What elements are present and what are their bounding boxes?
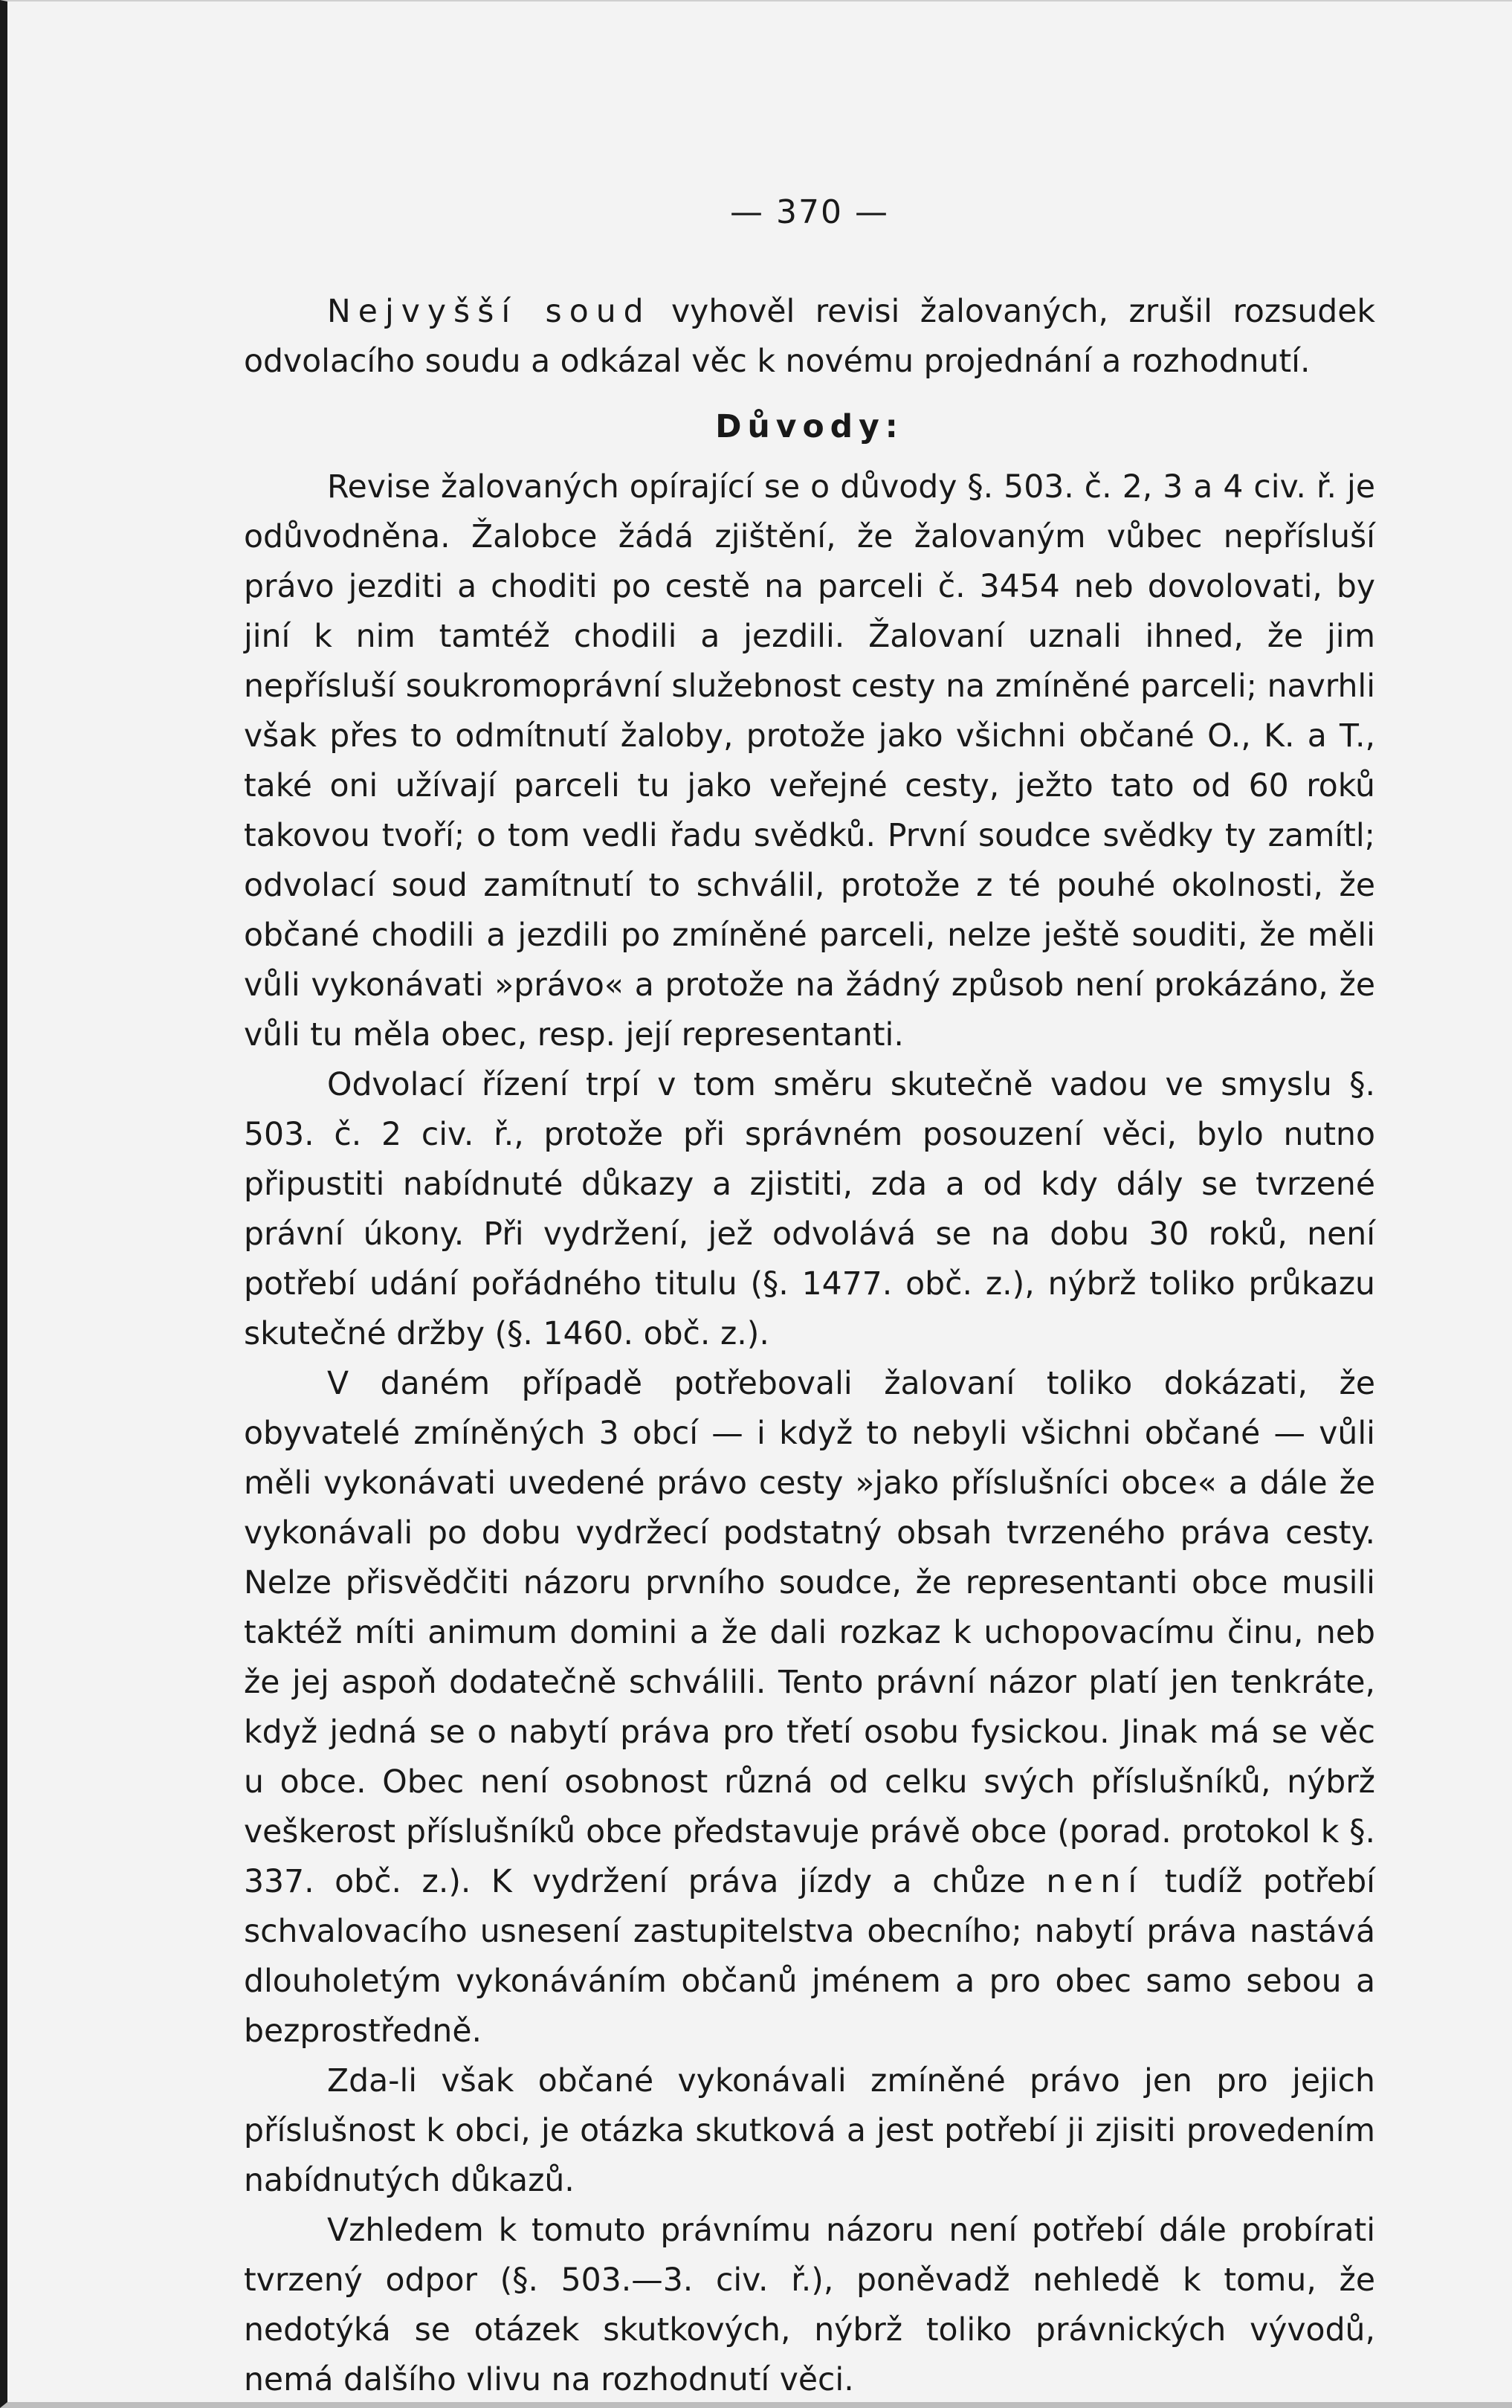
reasons-paragraph-4: Zda-li však občané vykonávali zmíněné právo jen pro jejich příslušnost k obci, je otázka skutková a jest potřebí ji zjisiti provedením nabídnutých důkazů. bbox=[244, 2063, 1375, 2199]
paragraph-3-text-a: V daném případě potřebovali žalovaní toliko dokázati, že obyvatelé zmíněných 3 obcí — i když to nebyli všichni občané — vůli měli vykonávati uvedené právo cesty »jako příslušníci obce« a dále že vykonávali po dobu vydržecí podstatný obsah tvrzeného práva cesty. Nelze přisvědčiti názoru prvního soudce, že representanti obce musili taktéž míti animum domini a že dali rozkaz k uchopovacímu činu, neb že jej aspoň dodatečně schválili. Tento právní názor platí jen tenkráte, když jedná se o nabytí práva pro třetí osobu fysickou. Jinak má se věc u obce. Obec není osobnost různá od celku svých příslušníků, nýbrž veškerost příslušníků obce představuje právě obce (porad. protokol k §. 337. obč. z.). K vydržení práva jízdy a chůze bbox=[244, 1366, 1375, 1900]
verdict-text: vyhověl revisi žalovaných, zrušil rozsudek odvolacího soudu a odkázal věc k novému projednání a rozhodnutí. bbox=[244, 294, 1375, 380]
reasons-paragraph-2: Odvolací řízení trpí v tom směru skutečně vadou ve smyslu §. 503. č. 2 civ. ř., protože při správném posouzení věci, bylo nutno připustiti nabídnuté důkazy a zjistiti, zda a od kdy dály se tvrzené právní úkony. Při vydržení, jež odvolává se na dobu 30 roků, není potřebí udání pořádného titulu (§. 1477. obč. z.), nýbrž toliko průkazu skutečné držby (§. 1460. obč. z.). bbox=[244, 1067, 1375, 1352]
page-text bbox=[244, 187, 1375, 2405]
reasons-paragraph-5: Vzhledem k tomuto právnímu názoru není potřebí dále probírati tvrzený odpor (§. 503.—3. civ. ř.), poněvadž nehledě k tomu, že nedotýká se otázek skutkových, nýbrž toliko právnických vývodů, nemá dalšího vlivu na rozhodnutí věci. bbox=[244, 2212, 1375, 2398]
court-name: Nejvyšší soud bbox=[327, 294, 651, 330]
verdict-paragraph bbox=[244, 287, 1375, 387]
section-heading: Důvody: bbox=[715, 409, 904, 445]
reasons-paragraph-1: Revise žalovaných opírající se o důvody §. 503. č. 2, 3 a 4 civ. ř. je odůvodněna. Žalobce žádá zjištění, že žalovaným vůbec nepřísluší právo jezditi a choditi po cestě na parceli č. 3454 neb dovolovati, by jiní k nim tamtéž chodili a jezdili. Žalovaní uznali ihned, že jim nepřísluší soukromoprávní služebnost cesty na zmíněné parceli; navrhli však přes to odmítnutí žaloby, protože jako všichni občané O., K. a T., také oni užívají parceli tu jako veřejné cesty, ježto tato od 60 roků takovou tvoří; o tom vedli řadu svědků. První soudce svědky ty zamítl; odvolací soud zamítnutí to schválil, protože z té pouhé okolnosti, že občané chodili a jezdili po zmíněné parceli, nelze ještě souditi, že měli vůli vykonávati »právo« a protože na žádný způsob není prokázáno, že vůli tu měla obec, resp. její representanti. bbox=[244, 469, 1375, 1053]
page-number: — 370 — bbox=[730, 193, 889, 231]
reasons-paragraph-3 bbox=[244, 1359, 1375, 2056]
emphasized-word: není bbox=[1046, 1864, 1145, 1900]
paragraph-3-text-b: tudíž potřebí schvalovacího usnesení zastupitelstva obecního; nabytí práva nastává dlouholetým vykonáváním občanů jménem a pro obec samo sebou a bezprostředně. bbox=[244, 1864, 1375, 2050]
